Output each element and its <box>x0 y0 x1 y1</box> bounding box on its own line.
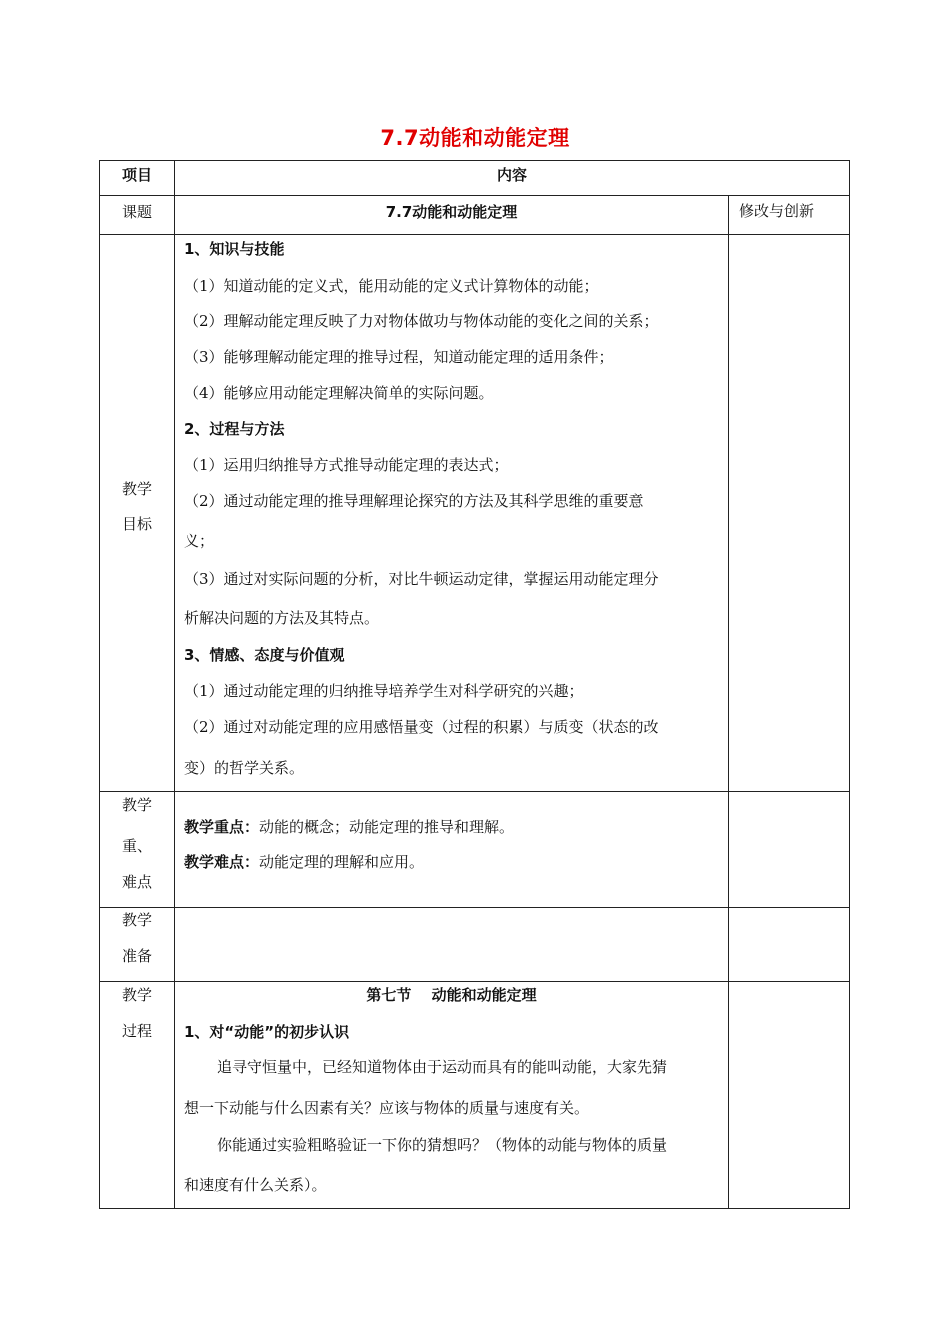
objectives-heading: 3、情感、态度与价值观 <box>184 646 345 664</box>
key-point-label: 教学重点： <box>184 818 260 836</box>
difficulty-label: 教学难点： <box>184 853 260 871</box>
process-paragraph: 你能通过实验粗略验证一下你的猜想吗？（物体的动能与物体的质量 <box>217 1136 668 1154</box>
objective-item-cont: 义； <box>184 532 215 550</box>
row-divider <box>100 791 849 792</box>
process-heading: 1、对“动能”的初步认识 <box>184 1023 350 1041</box>
header-item: 项目 <box>121 166 152 184</box>
objectives-heading: 1、知识与技能 <box>184 240 285 258</box>
process-label-1: 教学 <box>121 986 152 1004</box>
process-paragraph-cont: 想一下动能与什么因素有关？应该与物体的质量与速度有关。 <box>184 1099 590 1117</box>
key-point <box>184 816 514 837</box>
objective-item-cont: 变）的哲学关系。 <box>184 759 305 777</box>
document-title: 7.7动能和动能定理 <box>380 126 570 150</box>
keypoints-label-3: 难点 <box>121 873 152 891</box>
objective-item: （2）通过动能定理的推导理解理论探究的方法及其科学思维的重要意 <box>184 492 644 510</box>
lesson-table <box>99 160 850 1209</box>
difficulty-value: 动能定理的理解和应用。 <box>259 853 425 871</box>
col-divider <box>174 161 175 1208</box>
row-divider <box>100 907 849 908</box>
objective-item: （3）能够理解动能定理的推导过程，知道动能定理的适用条件； <box>184 348 614 366</box>
objectives-heading: 2、过程与方法 <box>184 420 285 438</box>
row-divider <box>100 234 849 235</box>
objective-item: （4）能够应用动能定理解决简单的实际问题。 <box>184 384 494 402</box>
process-label-2: 过程 <box>121 1022 152 1040</box>
objective-item: （1）通过动能定理的归纳推导培养学生对科学研究的兴趣； <box>184 682 584 700</box>
objective-item: （1）运用归纳推导方式推导动能定理的表达式； <box>184 456 509 474</box>
col-divider <box>728 195 729 1208</box>
row-divider <box>100 981 849 982</box>
objectives-label-1: 教学 <box>121 480 152 498</box>
process-paragraph-cont: 和速度有什么关系）。 <box>184 1176 327 1194</box>
objective-item-cont: 析解决问题的方法及其特点。 <box>184 609 380 627</box>
objective-item: （2）通过对动能定理的应用感悟量变（过程的积累）与质变（状态的改 <box>184 718 659 736</box>
key-point-value: 动能的概念；动能定理的推导和理解。 <box>259 818 515 836</box>
section-title: 第七节 动能和动能定理 <box>366 986 537 1004</box>
difficulty <box>184 851 424 872</box>
preparation-label-2: 准备 <box>121 947 152 965</box>
process-paragraph: 追寻守恒量中，已经知道物体由于运动而具有的能叫动能，大家先猜 <box>217 1058 668 1076</box>
revision-label: 修改与创新 <box>739 202 815 220</box>
header-content: 内容 <box>496 166 527 184</box>
objective-item: （1）知道动能的定义式，能用动能的定义式计算物体的动能； <box>184 277 599 295</box>
topic-label: 课题 <box>121 203 152 221</box>
keypoints-label-1: 教学 <box>121 796 152 814</box>
keypoints-label-2: 重、 <box>121 837 152 855</box>
objective-item: （3）通过对实际问题的分析，对比牛顿运动定律，掌握运用动能定理分 <box>184 570 659 588</box>
objective-item: （2）理解动能定理反映了力对物体做功与物体动能的变化之间的关系； <box>184 312 659 330</box>
objectives-label-2: 目标 <box>121 515 152 533</box>
topic-value: 7.7动能和动能定理 <box>385 203 518 221</box>
row-divider <box>100 195 849 196</box>
preparation-label-1: 教学 <box>121 911 152 929</box>
